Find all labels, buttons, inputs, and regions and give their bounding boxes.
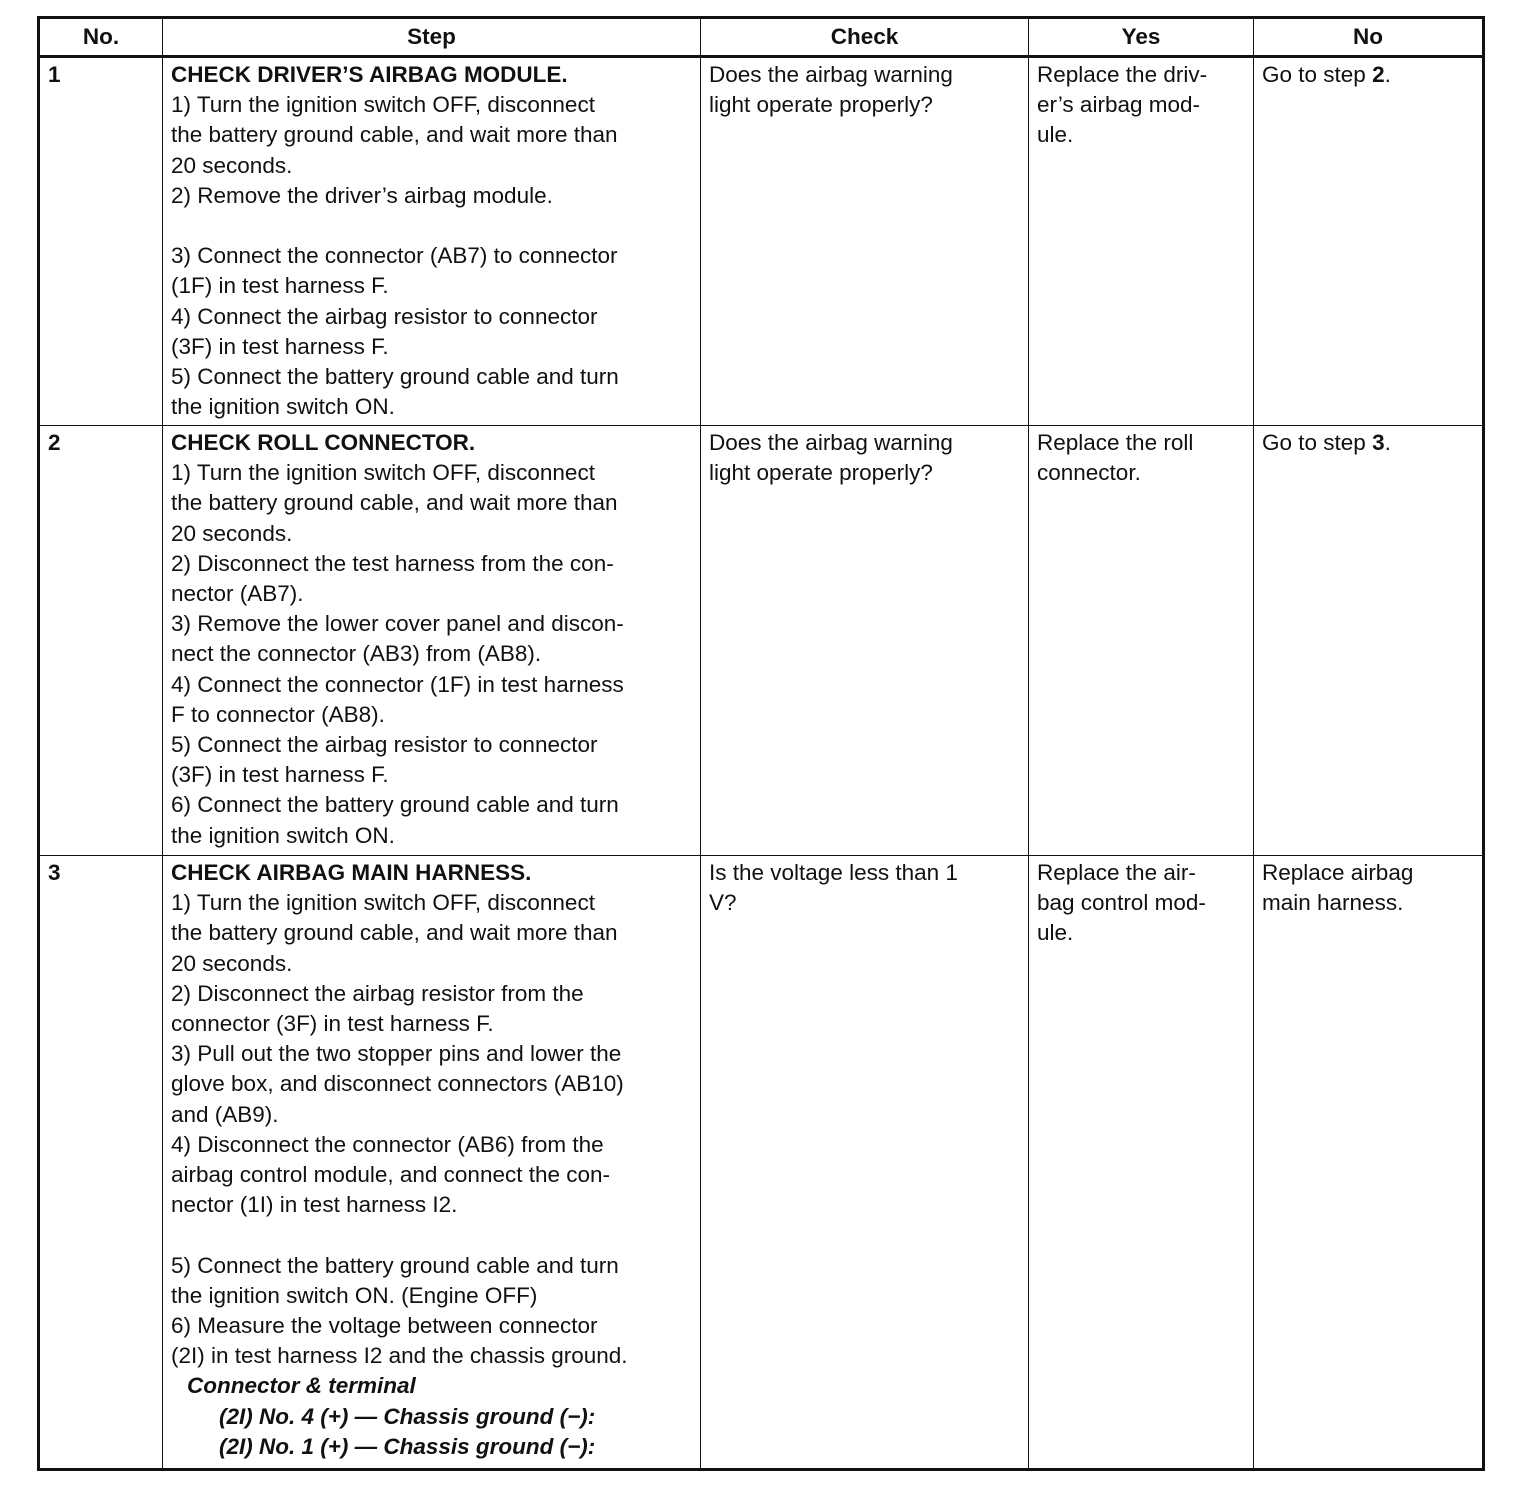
header-no: No. <box>39 18 163 57</box>
step-cell <box>163 57 701 426</box>
step-line: and (AB9). <box>171 1101 279 1127</box>
yes-cell <box>1029 57 1254 426</box>
step-spacer <box>171 1220 692 1250</box>
check-line: Does the airbag warning <box>709 430 953 455</box>
step-line: 20 seconds. <box>171 950 293 976</box>
connector-terminal-line: (2I) No. 1 (+) — Chassis ground (−): <box>219 1433 596 1459</box>
step-line: 3) Connect the connector (AB7) to connector <box>171 243 618 269</box>
step-line: 2) Disconnect the test harness from the con- <box>171 550 614 576</box>
diagnostic-table <box>37 16 1485 1471</box>
next-step-number: 2 <box>1372 62 1385 87</box>
connector-terminal-line: (2I) No. 4 (+) — Chassis ground (−): <box>219 1403 596 1429</box>
step-number: 2 <box>39 426 163 856</box>
step-title: CHECK ROLL CONNECTOR. <box>171 430 476 455</box>
header-step: Step <box>163 18 701 57</box>
yes-line: Replace the air- <box>1037 860 1196 885</box>
step-line: (3F) in test harness F. <box>171 333 389 359</box>
step-line: 2) Disconnect the airbag resistor from the <box>171 980 584 1006</box>
step-line: nector (1I) in test harness I2. <box>171 1192 458 1218</box>
yes-line: ule. <box>1037 122 1074 148</box>
step-line: (1F) in test harness F. <box>171 273 389 299</box>
check-line: Is the voltage less than 1 <box>709 860 958 885</box>
step-line: 4) Connect the connector (1F) in test harness <box>171 671 624 697</box>
step-line: 5) Connect the airbag resistor to connector <box>171 732 598 758</box>
check-cell <box>701 57 1029 426</box>
no-suffix: . <box>1384 62 1391 87</box>
step-title: CHECK AIRBAG MAIN HARNESS. <box>171 860 532 885</box>
check-line: Does the airbag warning <box>709 62 953 87</box>
step-line: 2) Remove the driver’s airbag module. <box>171 182 553 208</box>
no-cell <box>1254 426 1484 856</box>
step-line: 4) Connect the airbag resistor to connector <box>171 303 598 329</box>
step-line: (2I) in test harness I2 and the chassis ground. <box>171 1343 628 1369</box>
yes-cell <box>1029 856 1254 1470</box>
step-number: 1 <box>39 57 163 426</box>
step-line: nect the connector (AB3) from (AB8). <box>171 641 542 667</box>
step-line: the battery ground cable, and wait more than <box>171 920 618 946</box>
step-line: the battery ground cable, and wait more than <box>171 122 618 148</box>
yes-line: bag control mod- <box>1037 890 1206 916</box>
no-line: main harness. <box>1262 890 1404 916</box>
check-line: light operate properly? <box>709 460 933 486</box>
step-cell <box>163 426 701 856</box>
yes-line: Replace the driv- <box>1037 62 1208 87</box>
step-line: F to connector (AB8). <box>171 701 385 727</box>
no-suffix: . <box>1384 430 1391 455</box>
no-line: Replace airbag <box>1262 860 1414 885</box>
check-cell <box>701 856 1029 1470</box>
step-line: 6) Measure the voltage between connector <box>171 1313 598 1339</box>
next-step-number: 3 <box>1372 430 1385 455</box>
check-line: light operate properly? <box>709 92 933 118</box>
yes-line: connector. <box>1037 460 1141 486</box>
step-line: airbag control module, and connect the con- <box>171 1162 611 1188</box>
no-text: Go to step <box>1262 430 1373 455</box>
no-text: Go to step <box>1262 62 1373 87</box>
step-line: 5) Connect the battery ground cable and turn <box>171 364 619 390</box>
step-spacer <box>171 211 692 241</box>
no-cell <box>1254 57 1484 426</box>
check-cell <box>701 426 1029 856</box>
header-row <box>39 18 1484 57</box>
table-row <box>39 426 1484 856</box>
step-line: nector (AB7). <box>171 581 304 607</box>
step-title: CHECK DRIVER’S AIRBAG MODULE. <box>171 62 568 87</box>
step-line: the ignition switch ON. <box>171 394 395 420</box>
step-line: 1) Turn the ignition switch OFF, disconnect <box>171 460 595 486</box>
header-check: Check <box>701 18 1029 57</box>
step-line: 4) Disconnect the connector (AB6) from the <box>171 1131 604 1157</box>
step-line: 6) Connect the battery ground cable and turn <box>171 792 619 818</box>
step-line: glove box, and disconnect connectors (AB10) <box>171 1071 624 1097</box>
check-line: V? <box>709 890 737 916</box>
step-line: (3F) in test harness F. <box>171 762 389 788</box>
step-line: 20 seconds. <box>171 152 293 178</box>
step-line: connector (3F) in test harness F. <box>171 1011 494 1037</box>
yes-line: er’s airbag mod- <box>1037 92 1200 118</box>
step-line: the ignition switch ON. <box>171 822 395 848</box>
no-cell <box>1254 856 1484 1470</box>
step-line: 3) Pull out the two stopper pins and lower the <box>171 1041 622 1067</box>
header-no-result: No <box>1254 18 1484 57</box>
step-line: the ignition switch ON. (Engine OFF) <box>171 1282 538 1308</box>
step-line: the battery ground cable, and wait more than <box>171 490 618 516</box>
step-line: 20 seconds. <box>171 520 293 546</box>
yes-cell <box>1029 426 1254 856</box>
step-cell <box>163 856 701 1470</box>
yes-line: ule. <box>1037 920 1074 946</box>
table-row <box>39 856 1484 1470</box>
step-line: 5) Connect the battery ground cable and turn <box>171 1252 619 1278</box>
header-yes: Yes <box>1029 18 1254 57</box>
step-line: 3) Remove the lower cover panel and discon- <box>171 611 624 637</box>
step-line: 1) Turn the ignition switch OFF, disconnect <box>171 890 595 916</box>
yes-line: Replace the roll <box>1037 430 1194 455</box>
table-row <box>39 57 1484 426</box>
step-number: 3 <box>39 856 163 1470</box>
connector-terminal-heading: Connector & terminal <box>187 1373 416 1399</box>
step-line: 1) Turn the ignition switch OFF, disconnect <box>171 92 595 118</box>
